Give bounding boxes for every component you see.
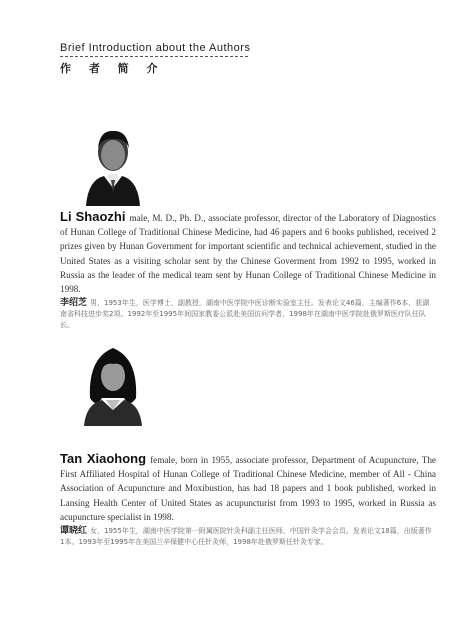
bio-chinese-paragraph [60, 298, 436, 331]
bio-english-text: male, M. D., Ph. D., associate professor, director of the Laboratory of Diagnostics of Hunan College of Traditional Chinese Medicine, had 46 papers and 6 books published, received 2 prizes given by Hunan Government for important scientific and technical achievement, studied in the United States as a visiting scholar sent by the Chinese Goverment from 1992 to 1995, worked in Russia as the leader of the medical team sent by Hunan College of Traditional Chinese Medicine in 1998. [60, 213, 436, 295]
author-bio-tan-xiaohong [60, 452, 436, 548]
portrait-male-image [80, 118, 146, 206]
bio-chinese-text: 女，1955年生，湖南中医学院第一附属医院针灸科副主任医师，中国针灸学会会员。发表论文18篇，出版著作1本。1993年至1995年在美国兰辛保健中心任针灸师，1998年赴俄罗斯任针灸专家。 [60, 527, 432, 547]
author-name-english: Tan Xiaohong [60, 451, 147, 466]
author-name-chinese: 谭晓红 [60, 526, 88, 537]
bio-chinese-text: 男，1953年生，医学博士，副教授，湖南中医学院中医诊断实验室主任。发表论文46篇，主编著作6本，获湖南省科技进步奖2项。1992年至1995年间国家教委公派赴美国访问学者，1998年在湖南中医学院赴俄罗斯医疗队任队长。 [60, 299, 430, 330]
bio-english-paragraph [60, 452, 436, 524]
author-bio-li-shaozhi [60, 210, 436, 331]
section-title-english: Brief Introduction about the Authors [60, 42, 251, 54]
portrait-female-image [80, 338, 146, 426]
section-title-chinese: 作 者 简 介 [60, 62, 165, 75]
author-name-chinese: 李绍芝 [60, 298, 88, 309]
author-photo-li-shaozhi [80, 118, 146, 206]
bio-english-paragraph [60, 210, 436, 296]
author-photo-tan-xiaohong [80, 338, 146, 426]
author-name-english: Li Shaozhi [60, 209, 126, 224]
bio-english-text: female, born in 1955, associate professor, Department of Acupuncture, The First Affiliated Hospital of Hunan College of Traditional Chinese Medicine, member of All - China Association of Acupuncture and Moxibustion, has had 18 papers and 1 book published, worked in Lansing Health Center of United States as acupuncturist from 1993 to 1995, worked in Russia as acupuncture specialist in 1998. [60, 455, 436, 522]
bio-chinese-paragraph [60, 526, 436, 548]
title-divider [60, 56, 248, 57]
